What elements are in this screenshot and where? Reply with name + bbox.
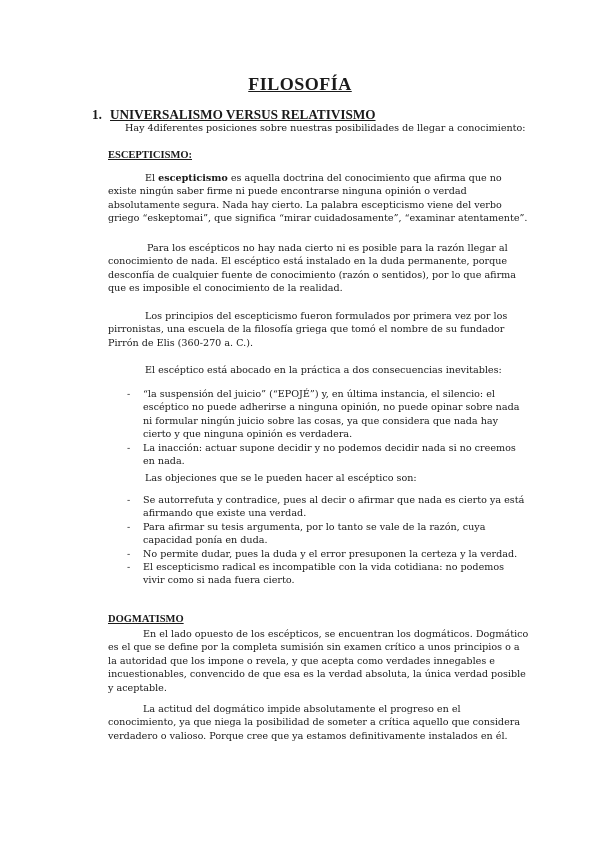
escepticismo-paragraph-1: El escepticismo es aquella doctrina del conocimiento que afirma que no existe ningún saber firme ni puede encontrarse ninguna opinión o verdad absolutamente segura. Nada hay cierto. La palabra escepticismo viene del verbo griego “eskeptomai”, que significa “mirar cuidadosamente”, “examinar atentamente”.: [108, 173, 528, 225]
section-intro: Hay 4diferentes posiciones sobre nuestras posibilidades de llegar a conocimiento:: [125, 123, 526, 134]
list-item: - Se autorrefuta y contradice, pues al decir o afirmar que nada es cierto ya está afirmando que existe una verdad.: [127, 495, 525, 520]
dash-marker: -: [127, 561, 131, 573]
dogmatismo-heading: DOGMATISMO: [108, 614, 184, 625]
objections-list: [108, 494, 524, 588]
consequences-list: [108, 388, 519, 468]
list-item: - La inacción: actuar supone decidir y no podemos decidir nada si no creemos en nada.: [127, 442, 516, 467]
dogmatismo-paragraph-2: La actitud del dogmático impide absolutamente el progreso en el conocimiento, ya que niega la posibilidad de someter a crítica aquello que considera verdadero o valioso. Porque cree que ya estamos definitivamente instalados en él.: [108, 704, 521, 742]
dogmatismo-paragraph-1: En el lado opuesto de los escépticos, se encuentran los dogmáticos. Dogmático es el que se define por la completa sumisión sin examen crítico a unos principios o a la autoridad que los impone o revela, y que acepta como verdades innegables e incuestionables, convencido de que esa es la verdad absoluta, la única verdad posible y aceptable.: [108, 629, 529, 694]
list-item: - “la suspensión del juicio” (“EPOJÉ”) y, en última instancia, el silencio: el escéptico no puede adherirse a ninguna opinión, no puede opinar sobre nada ni formular ningún juicio sobre las cosas, ya que considera que nada hay cierto y que ninguna opinión es verdadera.: [127, 389, 520, 441]
dash-marker: -: [127, 521, 131, 533]
section-heading: [92, 107, 376, 123]
dash-marker: -: [127, 548, 131, 560]
escepticismo-paragraph-3: Los principios del escepticismo fueron formulados por primera vez por los pirronistas, una escuela de la filosofía griega que tomó el nombre de su fundador Pirrón de Elis (360-270 a. C.).: [108, 311, 508, 349]
dash-marker: -: [127, 495, 131, 506]
page-title: FILOSOFÍA: [248, 74, 352, 94]
list-item: - No permite dudar, pues la duda y el error presuponen la certeza y la verdad.: [127, 548, 518, 560]
escepticismo-paragraph-2: Para los escépticos no hay nada cierto ni es posible para la razón llegar al conocimiento de nada. El escéptico está instalado en la duda permanente, porque desconfía de cualquier fuente de conocimiento (razón o sentidos), por lo que afirma que es imposible el conocimiento de la realidad.: [108, 243, 516, 295]
list-item: - El escepticismo radical es incompatible con la vida cotidiana: no podemos vivir como si nada fuera cierto.: [127, 561, 505, 587]
escepticismo-heading: ESCEPTICISMO:: [108, 150, 193, 161]
escepticismo-paragraph-5: Las objeciones que se le pueden hacer al escéptico son:: [145, 473, 417, 484]
section-title: UNIVERSALISMO VERSUS RELATIVISMO: [110, 107, 376, 122]
dash-marker: -: [127, 442, 131, 454]
section-number: 1.: [92, 107, 102, 122]
dash-marker: -: [127, 389, 131, 400]
list-item: - Para afirmar su tesis argumenta, por lo tanto se vale de la razón, cuya capacidad ponía en duda.: [127, 521, 486, 547]
escepticismo-paragraph-4: El escéptico está abocado en la práctica a dos consecuencias inevitables:: [145, 365, 502, 376]
